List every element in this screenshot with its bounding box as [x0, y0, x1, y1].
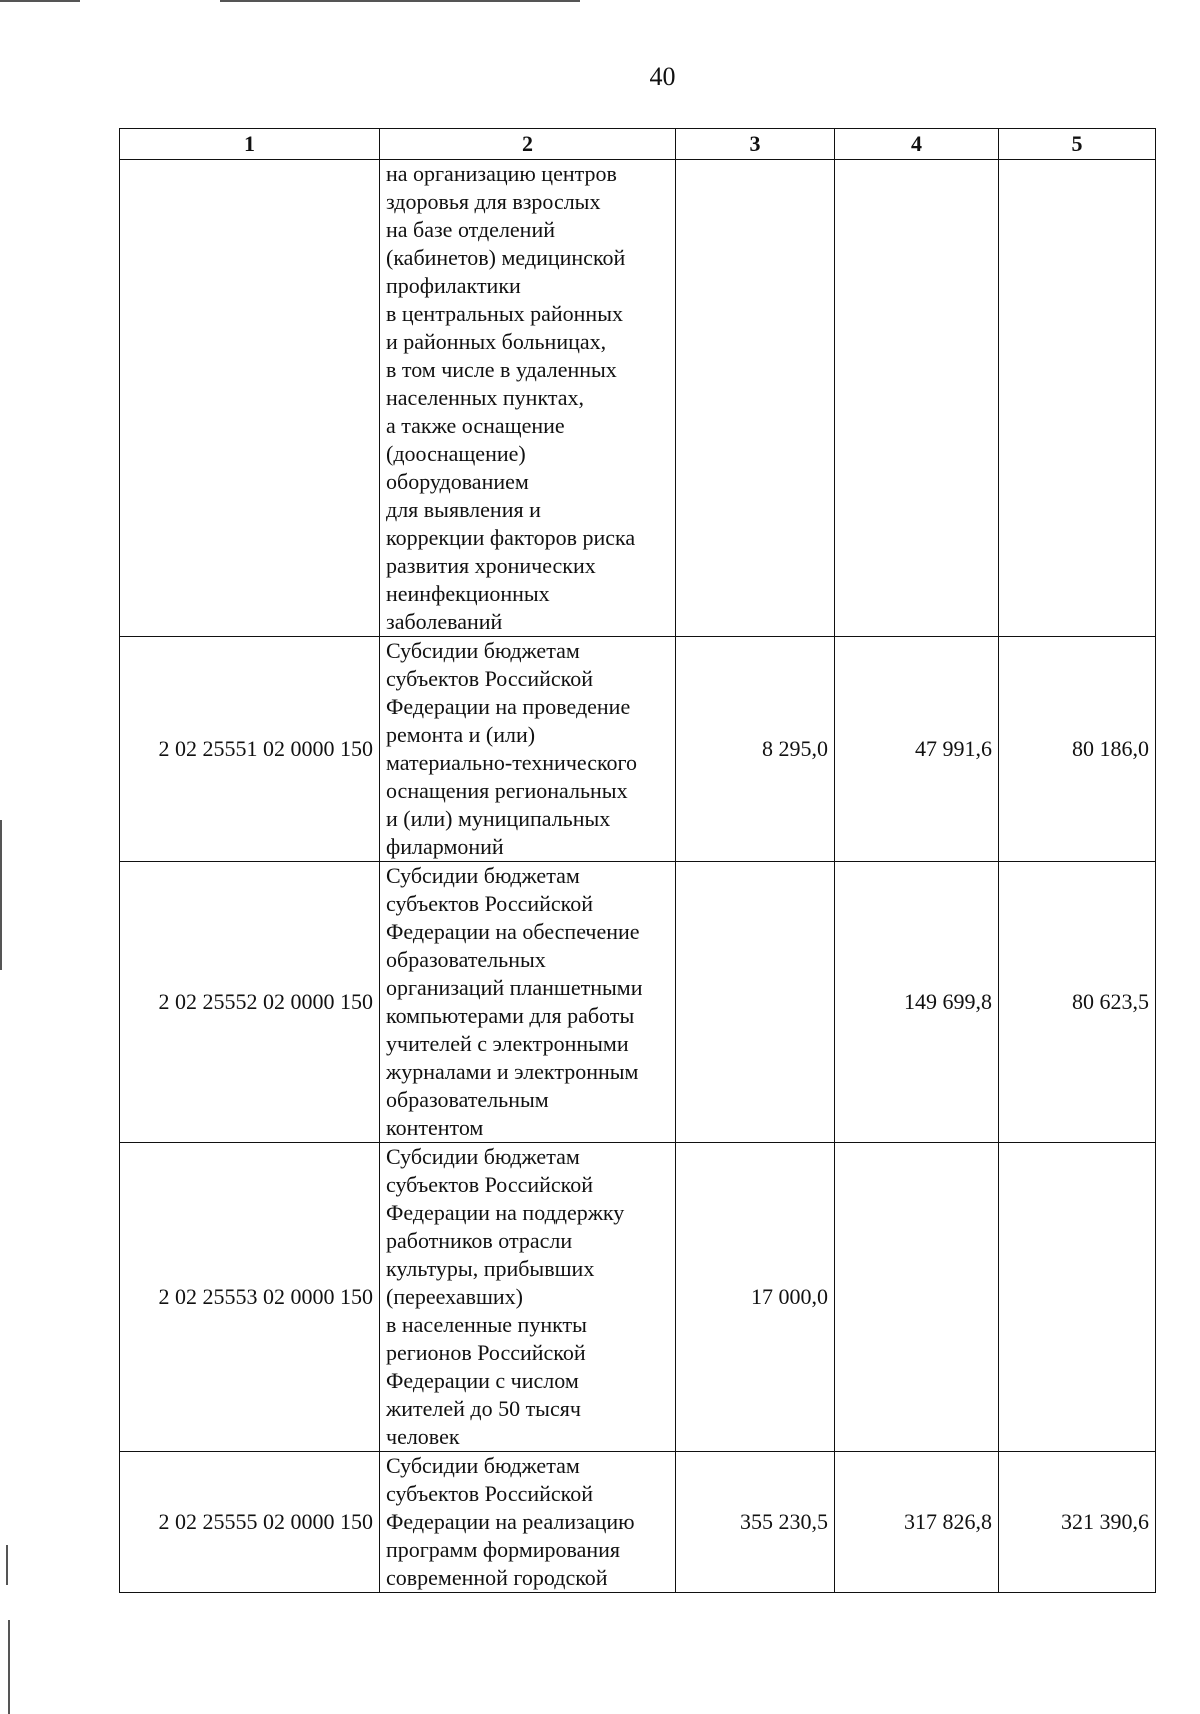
code-cell: 2 02 25551 02 0000 150: [120, 637, 380, 862]
description-line: Федерации на поддержку: [386, 1200, 625, 1225]
description-line: (кабинетов) медицинской: [386, 245, 626, 270]
scan-mark-left-2: [6, 1545, 8, 1585]
description-line: Субсидии бюджетам: [386, 1453, 580, 1478]
description-line: (переехавших): [386, 1284, 524, 1309]
scan-mark-top: [0, 0, 80, 2]
description-line: субъектов Российской: [386, 1481, 594, 1506]
description-line: Субсидии бюджетам: [386, 638, 580, 663]
description-line: филармоний: [386, 834, 504, 859]
table-row: [120, 1452, 1156, 1593]
description-cell: [380, 1452, 676, 1593]
table-row: [120, 862, 1156, 1143]
description-line: заболеваний: [386, 609, 503, 634]
description-line: контентом: [386, 1115, 484, 1140]
code-cell: 2 02 25553 02 0000 150: [120, 1143, 380, 1452]
amount-col4-cell: 47 991,6: [835, 637, 999, 862]
description-line: субъектов Российской: [386, 891, 594, 916]
description-line: Субсидии бюджетам: [386, 1144, 580, 1169]
description-line: программ формирования: [386, 1537, 621, 1562]
description-line: образовательных: [386, 947, 546, 972]
header-cell-2: 2: [380, 129, 676, 160]
scan-mark-left-3: [8, 1620, 10, 1714]
description-line: культуры, прибывших: [386, 1256, 595, 1281]
description-line: учителей с электронными: [386, 1031, 629, 1056]
description-line: жителей до 50 тысяч: [386, 1396, 581, 1421]
description-line: на базе отделений: [386, 217, 556, 242]
description-line: журналами и электронным: [386, 1059, 639, 1084]
description-line: а также оснащение: [386, 413, 565, 438]
budget-table: [119, 128, 1156, 1593]
description-line: профилактики: [386, 273, 521, 298]
amount-col3-cell: [676, 160, 835, 637]
header-cell-3: 3: [676, 129, 835, 160]
description-line: Федерации с числом: [386, 1368, 579, 1393]
code-cell: [120, 160, 380, 637]
amount-col4-cell: [835, 1143, 999, 1452]
amount-col4-cell: 149 699,8: [835, 862, 999, 1143]
header-row: [120, 129, 1156, 160]
description-line: Субсидии бюджетам: [386, 863, 580, 888]
description-line: Федерации на обеспечение: [386, 919, 640, 944]
description-line: оснащения региональных: [386, 778, 628, 803]
description-cell: [380, 637, 676, 862]
table-row: [120, 637, 1156, 862]
amount-col3-cell: 355 230,5: [676, 1452, 835, 1593]
amount-col5-cell: [999, 160, 1156, 637]
amount-col3-cell: 17 000,0: [676, 1143, 835, 1452]
amount-col3-cell: 8 295,0: [676, 637, 835, 862]
amount-col5-cell: 321 390,6: [999, 1452, 1156, 1593]
header-cell-5: 5: [999, 129, 1156, 160]
description-line: ремонта и (или): [386, 722, 536, 747]
description-line: здоровья для взрослых: [386, 189, 601, 214]
description-line: современной городской: [386, 1565, 608, 1590]
amount-col4-cell: 317 826,8: [835, 1452, 999, 1593]
description-line: регионов Российской: [386, 1340, 586, 1365]
code-cell: 2 02 25555 02 0000 150: [120, 1452, 380, 1593]
amount-col5-cell: [999, 1143, 1156, 1452]
description-line: (дооснащение): [386, 441, 526, 466]
description-line: субъектов Российской: [386, 1172, 594, 1197]
amount-col4-cell: [835, 160, 999, 637]
description-line: компьютерами для работы: [386, 1003, 635, 1028]
scan-mark-top-long: [220, 0, 580, 2]
description-line: субъектов Российской: [386, 666, 594, 691]
description-line: и (или) муниципальных: [386, 806, 611, 831]
description-line: коррекции факторов риска: [386, 525, 636, 550]
description-line: Федерации на проведение: [386, 694, 631, 719]
page-number: 40: [649, 62, 676, 91]
header-cell-4: 4: [835, 129, 999, 160]
description-line: на организацию центров: [386, 161, 617, 186]
description-line: Федерации на реализацию: [386, 1509, 635, 1534]
description-line: человек: [386, 1424, 460, 1449]
description-line: образовательным: [386, 1087, 549, 1112]
amount-col5-cell: 80 186,0: [999, 637, 1156, 862]
description-line: материально-технического: [386, 750, 638, 775]
description-cell: [380, 160, 676, 637]
table-row: [120, 160, 1156, 637]
description-line: для выявления и: [386, 497, 541, 522]
description-line: работников отрасли: [386, 1228, 573, 1253]
description-line: и районных больницах,: [386, 329, 607, 354]
description-line: организаций планшетными: [386, 975, 643, 1000]
description-cell: [380, 862, 676, 1143]
header-cell-1: 1: [120, 129, 380, 160]
description-line: в центральных районных: [386, 301, 623, 326]
code-cell: 2 02 25552 02 0000 150: [120, 862, 380, 1143]
description-cell: [380, 1143, 676, 1452]
description-line: населенных пунктах,: [386, 385, 584, 410]
amount-col3-cell: [676, 862, 835, 1143]
table-body: [120, 160, 1156, 1593]
description-line: неинфекционных: [386, 581, 550, 606]
amount-col5-cell: 80 623,5: [999, 862, 1156, 1143]
table-row: [120, 1143, 1156, 1452]
description-line: оборудованием: [386, 469, 529, 494]
description-line: развития хронических: [386, 553, 596, 578]
description-line: в том числе в удаленных: [386, 357, 617, 382]
description-line: в населенные пункты: [386, 1312, 587, 1337]
scan-mark-left-1: [0, 820, 2, 970]
